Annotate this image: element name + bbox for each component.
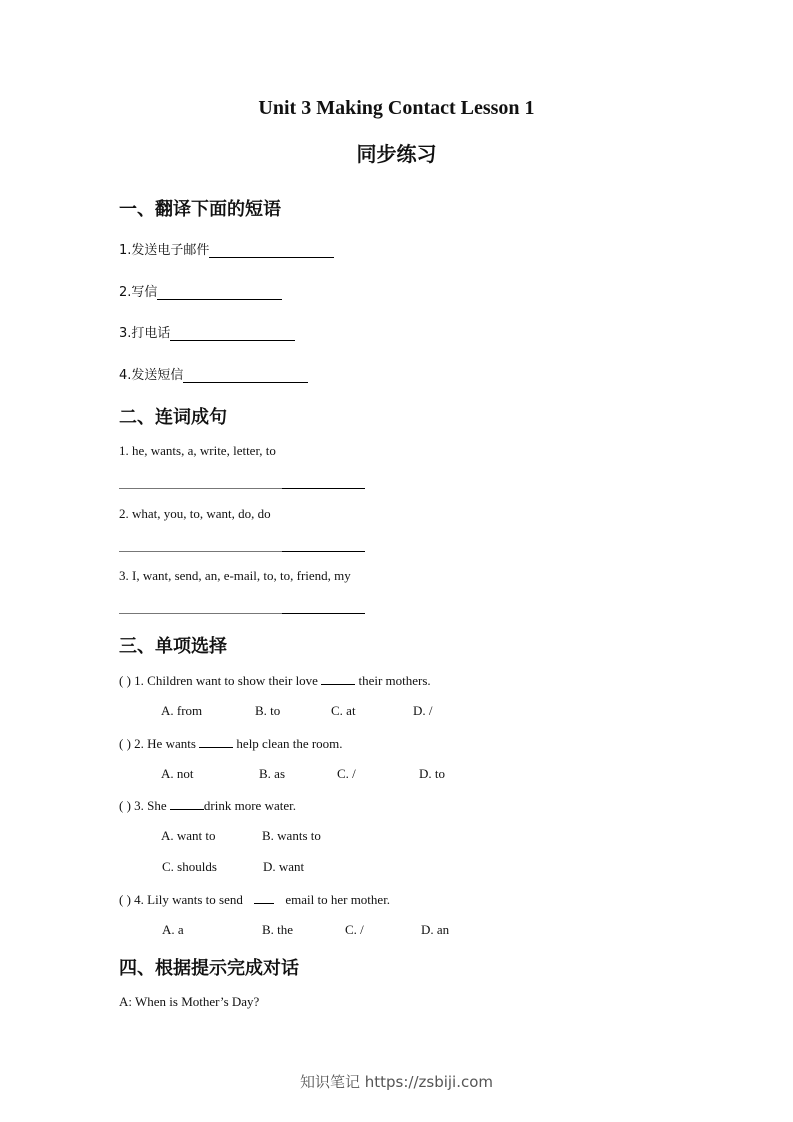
sentence-item-3: 3. I, want, send, an, e-mail, to, to, friend, my (119, 568, 351, 583)
translate-item-label: 3.打电话 (119, 326, 171, 341)
mc-question-2 (119, 735, 343, 752)
answer-blank[interactable] (209, 243, 334, 258)
mc-options-1 (0, 703, 793, 721)
answer-blank[interactable] (183, 368, 308, 383)
option[interactable]: B. the (262, 922, 294, 937)
translate-item-label: 1.发送电子邮件 (119, 243, 210, 258)
option[interactable]: A. a (162, 922, 184, 937)
sentence-answer-line[interactable] (119, 542, 365, 552)
option[interactable]: A. want to (161, 828, 216, 843)
mc-options-4 (0, 922, 793, 940)
option[interactable]: D. / (413, 703, 433, 718)
stem-blank (170, 797, 204, 810)
section-4-heading: 四、根据提示完成对话 (119, 958, 299, 979)
mc-options-2 (0, 766, 793, 784)
question-stem-end: email to her mother. (282, 892, 391, 907)
question-stem-end: their mothers. (355, 673, 431, 688)
translate-item-label: 4.发送短信 (119, 368, 184, 383)
option[interactable]: C. at (331, 703, 356, 718)
translate-item-1 (119, 239, 334, 258)
answer-parentheses[interactable]: ( ) (119, 736, 131, 751)
dialogue-line-1: A: When is Mother’s Day? (119, 994, 260, 1009)
mc-question-4 (119, 891, 390, 908)
option[interactable]: B. as (259, 766, 285, 781)
option[interactable]: B. wants to (262, 828, 321, 843)
option[interactable]: D. want (263, 859, 305, 874)
stem-blank (254, 891, 274, 904)
stem-blank (321, 672, 355, 685)
option[interactable]: C. / (337, 766, 356, 781)
page-title: Unit 3 Making Contact Lesson 1 (258, 97, 535, 119)
option[interactable]: D. to (419, 766, 445, 781)
mc-options-3a (0, 828, 793, 846)
option[interactable]: A. from (161, 703, 203, 718)
option[interactable]: B. to (255, 703, 281, 718)
section-1-heading: 一、翻译下面的短语 (119, 199, 281, 220)
stem-blank (199, 735, 233, 748)
sentence-item-2: 2. what, you, to, want, do, do (119, 506, 271, 521)
answer-blank[interactable] (157, 285, 282, 300)
translate-item-label: 2.写信 (119, 285, 158, 300)
footer-watermark[interactable]: 知识笔记 https://zsbiji.com (299, 1073, 494, 1091)
section-2-heading: 二、连词成句 (119, 407, 227, 428)
page-subtitle: 同步练习 (356, 142, 437, 166)
sentence-answer-line[interactable] (119, 604, 365, 614)
answer-parentheses[interactable]: ( ) (119, 798, 131, 813)
translate-item-4 (119, 364, 308, 383)
question-stem-end: drink more water. (203, 798, 296, 813)
question-stem-start: 2. He wants (134, 736, 200, 751)
option[interactable]: D. an (421, 922, 450, 937)
mc-question-1 (119, 672, 431, 689)
answer-parentheses[interactable]: ( ) (119, 892, 131, 907)
answer-parentheses[interactable]: ( ) (119, 673, 131, 688)
section-3-heading: 三、单项选择 (119, 636, 227, 657)
translate-item-2 (119, 281, 282, 300)
question-stem-start: 1. Children want to show their love (134, 673, 322, 688)
question-stem-start: 3. She (134, 798, 170, 813)
question-stem-start: 4. Lily wants to send (134, 892, 247, 907)
option[interactable]: A. not (161, 766, 194, 781)
option[interactable]: C. shoulds (162, 859, 217, 874)
question-stem-end: help clean the room. (233, 736, 343, 751)
mc-options-3b (0, 859, 793, 877)
option[interactable]: C. / (345, 922, 364, 937)
mc-question-3 (119, 797, 296, 814)
translate-item-3 (119, 322, 295, 341)
answer-blank[interactable] (170, 326, 295, 341)
sentence-item-1: 1. he, wants, a, write, letter, to (119, 443, 276, 458)
sentence-answer-line[interactable] (119, 479, 365, 489)
